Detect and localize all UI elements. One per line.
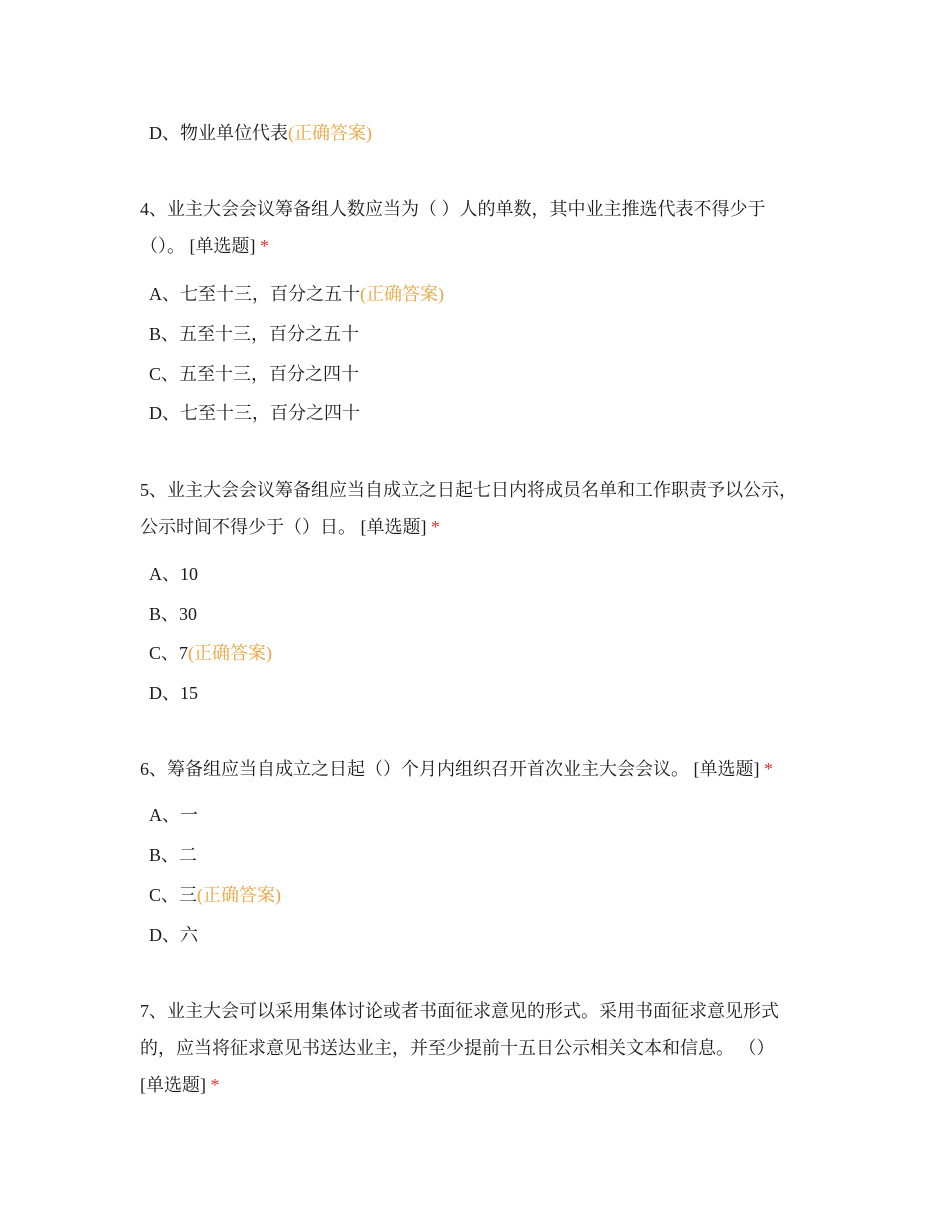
question-text: 7、业主大会可以采用集体讨论或者书面征求意见的形式。采用书面征求意见形式的，应当将征求意见书送达业主，并至少提前十五日公示相关文本和信息。 （）	[140, 1001, 779, 1058]
option-label: C、五至十三，百分之四十	[149, 364, 360, 384]
question-5	[140, 472, 810, 546]
question-text: 6、筹备组应当自成立之日起（）个月内组织召开首次业主大会会议。	[140, 759, 689, 779]
correct-answer-mark: (正确答案)	[197, 885, 282, 905]
option-6-c	[149, 883, 281, 907]
option-4-b	[149, 322, 359, 346]
option-label: B、五至十三，百分之五十	[149, 324, 360, 344]
question-7	[140, 993, 810, 1104]
option-4-d	[149, 401, 360, 425]
option-label: B、30	[149, 604, 198, 624]
option-4-a	[149, 282, 444, 306]
option-3-d	[149, 121, 372, 145]
required-mark: *	[260, 236, 269, 256]
question-type: [单选题]	[360, 517, 427, 537]
question-type: [单选题]	[189, 236, 256, 256]
option-5-c	[149, 641, 272, 665]
option-label: D、15	[149, 683, 198, 703]
option-label: D、七至十三，百分之四十	[149, 403, 360, 423]
option-label: A、一	[149, 805, 198, 825]
question-text: 4、业主大会会议筹备组人数应当为（ ）人的单数，其中业主推选代表不得少于（）。	[140, 199, 766, 256]
question-text: 5、业主大会会议筹备组应当自成立之日起七日内将成员名单和工作职责予以公示，公示时间不得少于（）日。	[140, 480, 797, 537]
option-label: A、10	[149, 564, 198, 584]
option-5-d	[149, 681, 198, 705]
option-label: C、三	[149, 885, 198, 905]
question-4	[140, 191, 810, 265]
option-label: C、7	[149, 643, 189, 663]
required-mark: *	[431, 517, 440, 537]
option-6-b	[149, 843, 197, 867]
correct-answer-mark: (正确答案)	[360, 284, 444, 304]
question-type: [单选题]	[693, 759, 760, 779]
option-6-a	[149, 803, 198, 827]
option-6-d	[149, 923, 198, 947]
option-5-a	[149, 562, 198, 586]
required-mark: *	[764, 759, 773, 779]
question-type: [单选题]	[140, 1075, 206, 1095]
option-5-b	[149, 602, 197, 626]
correct-answer-mark: (正确答案)	[288, 123, 372, 143]
option-4-c	[149, 362, 359, 386]
correct-answer-mark: (正确答案)	[188, 643, 273, 663]
question-6	[140, 751, 810, 788]
option-label: A、七至十三，百分之五十	[149, 284, 360, 304]
option-label: D、六	[149, 925, 198, 945]
option-label: B、二	[149, 845, 198, 865]
required-mark: *	[210, 1075, 220, 1095]
option-label: D、物业单位代表	[149, 123, 288, 143]
